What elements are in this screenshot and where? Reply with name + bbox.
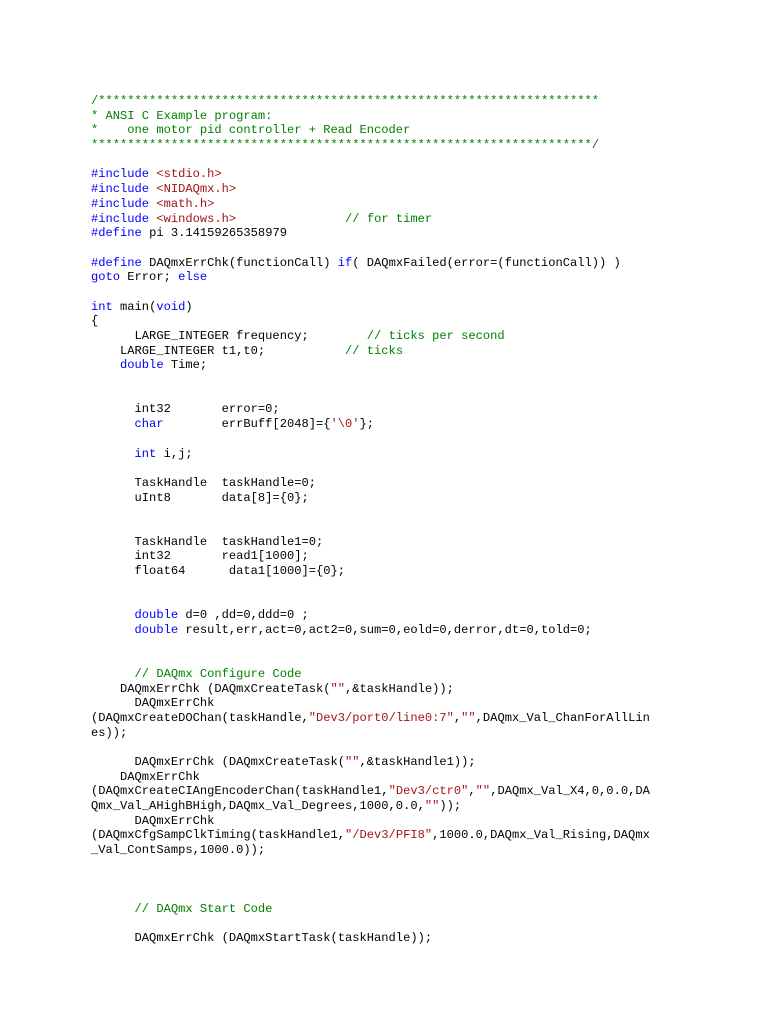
code-text: uInt8 data[8]={0}; xyxy=(91,490,309,505)
code-line xyxy=(91,373,731,388)
code-line xyxy=(91,402,731,417)
string-token: <windows.h> xyxy=(156,211,237,226)
code-text xyxy=(91,417,135,431)
code-text: { xyxy=(91,314,99,329)
comment-token: /********************************************************************* xyxy=(91,94,600,108)
code-text: Qmx_Val_AHighBHigh,DAQmx_Val_Degrees,1000,0.0, xyxy=(91,799,425,813)
code-text: )); xyxy=(439,799,462,813)
code-line xyxy=(91,564,731,579)
code-line xyxy=(91,344,731,359)
code-text: (DAQmxCreateDOChan(taskHandle, xyxy=(91,710,309,725)
string-token: "/Dev3/PFI8" xyxy=(345,828,433,843)
code-line xyxy=(91,388,731,403)
keyword-token: #define xyxy=(91,255,142,270)
code-line xyxy=(91,843,731,858)
code-listing xyxy=(91,94,731,946)
code-text: LARGE_INTEGER frequency; xyxy=(91,329,367,343)
code-line xyxy=(91,652,731,667)
code-text: es)); xyxy=(91,725,128,740)
code-line xyxy=(91,682,731,697)
code-line xyxy=(91,461,731,476)
code-line xyxy=(91,300,731,315)
keyword-token: #include xyxy=(91,182,150,197)
code-text: int32 error=0; xyxy=(91,402,280,417)
code-line xyxy=(91,94,731,109)
code-text: errBuff[2048]={ xyxy=(163,417,331,432)
keyword-token: if xyxy=(337,255,353,270)
code-line xyxy=(91,696,731,711)
code-text: , xyxy=(453,710,462,725)
code-line xyxy=(91,755,731,770)
code-text: , xyxy=(468,784,476,799)
string-token: "" xyxy=(461,710,476,725)
code-text: }; xyxy=(359,417,375,432)
code-text xyxy=(236,212,345,226)
keyword-token: #define xyxy=(91,226,142,241)
code-text xyxy=(91,358,120,372)
code-text: result,err,act=0,act2=0,sum=0,eold=0,derror,dt=0,told=0; xyxy=(178,622,592,637)
keyword-token: void xyxy=(156,299,186,314)
code-text: (DAQmxCreateCIAngEncoderChan(taskHandle1, xyxy=(91,784,389,799)
code-line xyxy=(91,549,731,564)
code-line xyxy=(91,887,731,902)
code-text xyxy=(91,667,135,681)
string-token: "" xyxy=(345,754,360,769)
code-line xyxy=(91,138,731,153)
keyword-token: int xyxy=(134,446,157,461)
string-token: <NIDAQmx.h> xyxy=(156,182,237,197)
keyword-token: int xyxy=(91,299,113,314)
code-line xyxy=(91,505,731,520)
comment-token: // ticks per second xyxy=(366,329,505,343)
code-line xyxy=(91,740,731,755)
string-token: "Dev3/ctr0" xyxy=(388,784,469,799)
code-text: int32 read1[1000]; xyxy=(91,549,309,564)
code-line xyxy=(91,417,731,432)
code-line xyxy=(91,432,731,447)
keyword-token: else xyxy=(178,270,208,285)
code-line xyxy=(91,447,731,462)
code-text xyxy=(91,447,135,461)
code-line xyxy=(91,637,731,652)
code-text: Time; xyxy=(163,358,208,373)
code-text: ) xyxy=(185,299,193,314)
code-line xyxy=(91,770,731,785)
code-text: ,DAQmx_Val_X4,0,0.0,DA xyxy=(490,784,650,799)
code-line xyxy=(91,535,731,550)
code-line xyxy=(91,226,731,241)
keyword-token: char xyxy=(134,417,164,432)
code-text: LARGE_INTEGER t1,t0; xyxy=(91,343,346,358)
code-text: ,DAQmx_Val_ChanForAllLin xyxy=(475,710,650,725)
code-text: ,1000.0,DAQmx_Val_Rising,DAQmx xyxy=(432,828,650,843)
code-line xyxy=(91,241,731,256)
code-line xyxy=(91,197,731,212)
code-line xyxy=(91,593,731,608)
code-line xyxy=(91,329,731,344)
code-text: DAQmxErrChk (DAQmxCreateTask( xyxy=(91,681,331,696)
code-text: DAQmxErrChk (DAQmxCreateTask( xyxy=(91,754,346,769)
code-text: DAQmxErrChk(functionCall) xyxy=(141,255,338,270)
keyword-token: goto xyxy=(91,270,121,285)
code-line xyxy=(91,828,731,843)
code-line xyxy=(91,212,731,227)
code-line xyxy=(91,667,731,682)
comment-token: *********************************************************************/ xyxy=(91,138,600,153)
code-line xyxy=(91,872,731,887)
comment-token: * ANSI C Example program: xyxy=(91,108,273,123)
code-line xyxy=(91,109,731,124)
code-line xyxy=(91,358,731,373)
string-token: <math.h> xyxy=(156,196,215,211)
string-token: "" xyxy=(330,681,346,696)
code-text: float64 data1[1000]={0}; xyxy=(91,564,346,578)
code-text: DAQmxErrChk xyxy=(91,696,215,711)
code-text: TaskHandle taskHandle1=0; xyxy=(91,534,324,549)
code-line xyxy=(91,153,731,168)
keyword-token: double xyxy=(120,358,164,373)
keyword-token: #include xyxy=(91,211,150,226)
code-text: main( xyxy=(112,299,157,314)
string-token: '\0' xyxy=(330,417,360,432)
code-text xyxy=(91,902,135,916)
code-line xyxy=(91,902,731,917)
code-text: d=0 ,dd=0,ddd=0 ; xyxy=(178,608,309,623)
code-text: TaskHandle taskHandle=0; xyxy=(91,475,316,490)
code-text: DAQmxErrChk xyxy=(91,813,215,828)
code-line xyxy=(91,799,731,814)
code-line xyxy=(91,917,731,932)
code-text: ,&taskHandle1)); xyxy=(359,754,476,769)
code-line xyxy=(91,476,731,491)
comment-token: // ticks xyxy=(345,343,404,358)
keyword-token: double xyxy=(134,622,179,637)
code-line xyxy=(91,491,731,506)
string-token: "" xyxy=(475,784,491,799)
code-line xyxy=(91,623,731,638)
code-text xyxy=(91,623,135,637)
code-text: _Val_ContSamps,1000.0)); xyxy=(91,843,266,858)
code-line xyxy=(91,784,731,799)
code-line xyxy=(91,123,731,138)
comment-token: // DAQmx Configure Code xyxy=(134,666,302,681)
code-line xyxy=(91,285,731,300)
code-text: pi 3.14159265358979 xyxy=(141,226,287,241)
code-line xyxy=(91,931,731,946)
keyword-token: #include xyxy=(91,167,150,182)
code-line xyxy=(91,814,731,829)
code-line xyxy=(91,579,731,594)
code-text: i,j; xyxy=(156,446,193,461)
code-text: ( DAQmxFailed(error=(functionCall)) ) xyxy=(352,255,621,270)
comment-token: // for timer xyxy=(345,211,433,226)
code-line xyxy=(91,726,731,741)
code-text: DAQmxErrChk xyxy=(91,769,200,784)
keyword-token: #include xyxy=(91,196,150,211)
string-token: "Dev3/port0/line0:7" xyxy=(308,710,454,725)
code-line xyxy=(91,256,731,271)
code-line xyxy=(91,520,731,535)
code-text: Error; xyxy=(120,270,179,285)
code-text: DAQmxErrChk (DAQmxStartTask(taskHandle)); xyxy=(91,931,433,946)
code-line xyxy=(91,167,731,182)
code-line xyxy=(91,608,731,623)
code-line xyxy=(91,182,731,197)
code-line xyxy=(91,711,731,726)
code-text xyxy=(91,608,135,622)
code-text: ,&taskHandle)); xyxy=(345,681,454,696)
string-token: <stdio.h> xyxy=(156,167,222,182)
code-line xyxy=(91,858,731,873)
string-token: "" xyxy=(424,799,440,813)
comment-token: // DAQmx Start Code xyxy=(134,901,273,916)
code-line xyxy=(91,270,731,285)
code-text: (DAQmxCfgSampClkTiming(taskHandle1, xyxy=(91,828,346,843)
keyword-token: double xyxy=(134,608,179,623)
code-line xyxy=(91,314,731,329)
comment-token: * one motor pid controller + Read Encoder xyxy=(91,123,411,138)
